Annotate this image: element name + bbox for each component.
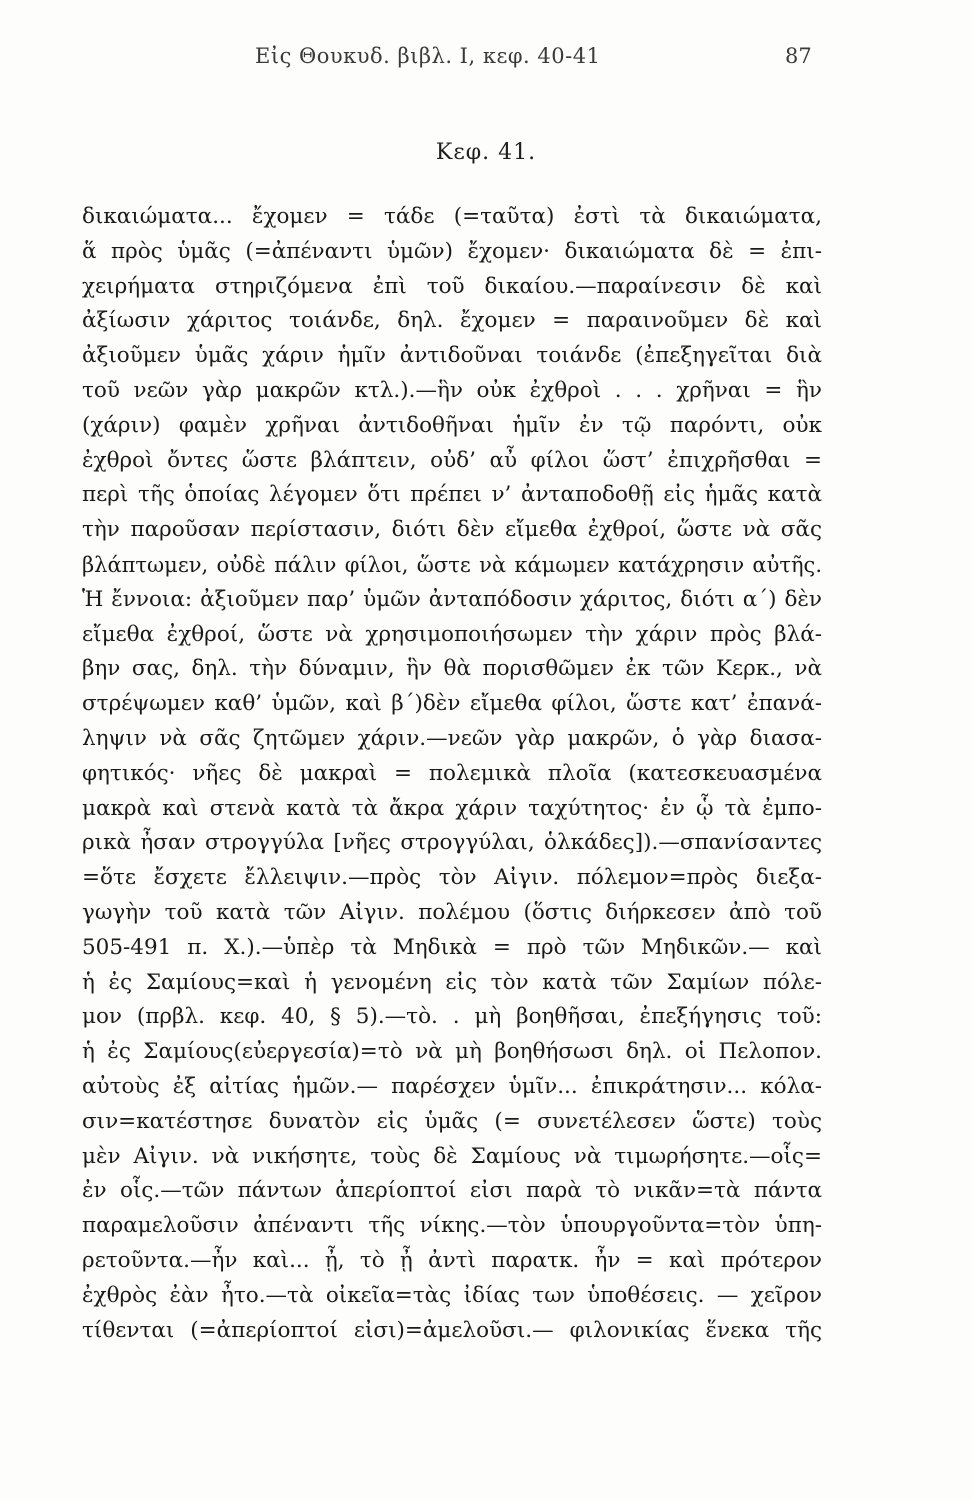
text-line: ἐχθρὸς ἐὰν ἦτο.—τὰ οἰκεῖα=τὰς ἰδίας των ὑποθέσεις. — χεῖρον [82, 1282, 822, 1308]
text-line: ἀξιοῦμεν ὑμᾶς χάριν ἡμῖν ἀντιδοῦναι τοιάνδε (ἐπεξηγεῖται διὰ [82, 343, 822, 369]
text-line: ρετοῦντα.—ἦν καὶ... ᾖ, τὸ ᾖ ἀντὶ παρατκ. ἦν = καὶ πρότερον [82, 1247, 822, 1273]
text-line: μον (πρβλ. κεφ. 40, § 5).—τὸ. . μὴ βοηθῆσαι, ἐπεξήγησις τοῦ: [82, 1004, 822, 1030]
text-line: τοῦ νεῶν γὰρ μακρῶν κτλ.).—ἣν οὐκ ἐχθροὶ . . . χρῆναι = ἣν [82, 377, 822, 403]
text-line: γωγὴν τοῦ κατὰ τῶν Αἰγιν. πολέμου (ὅστις διήρκεσεν ἀπὸ τοῦ [82, 899, 822, 925]
text-line [82, 1348, 822, 1383]
text-line: ρικὰ ἦσαν στρογγύλα [νῆες στρογγύλαι, ὁλκάδες]).—σπανίσαντες [82, 830, 822, 856]
text-line: ἡ ἐς Σαμίους(εὐεργεσία)=τὸ νὰ μὴ βοηθήσωσι δηλ. οἱ Πελοπον. [82, 1039, 822, 1065]
text-line: ἅ πρὸς ὑμᾶς (=ἀπέναντι ὑμῶν) ἔχομεν· δικαιώματα δὲ = ἐπι- [82, 238, 822, 264]
commentary-text [82, 200, 822, 1383]
text-line: =ὅτε ἔσχετε ἔλλειψιν.—πρὸς τὸν Αἰγιν. πόλεμον=πρὸς διεξα- [82, 865, 822, 891]
chapter-heading: Κεφ. 41. [435, 140, 537, 165]
text-line: περὶ τῆς ὁποίας λέγομεν ὅτι πρέπει ν’ ἀνταποδοθῇ εἰς ἡμᾶς κατὰ [82, 482, 822, 508]
text-line: φητικός· νῆες δὲ μακραὶ = πολεμικὰ πλοῖα (κατεσκευασμένα [82, 760, 822, 786]
text-line: στρέψωμεν καθ’ ὑμῶν, καὶ β΄)δὲν εἴμεθα φίλοι, ὥστε κατ’ ἐπανά- [82, 691, 822, 717]
text-line: Ἡ ἔννοια: ἀξιοῦμεν παρ’ ὑμῶν ἀνταπόδοσιν χάριτος, διότι α΄) δὲν [82, 586, 822, 612]
text-line: ληψιν νὰ σᾶς ζητῶμεν χάριν.—νεῶν γὰρ μακρῶν, ὁ γὰρ διασα- [82, 725, 822, 751]
text-line: βην σας, δηλ. τὴν δύναμιν, ἣν θὰ πορισθῶμεν ἐκ τῶν Κερκ., νὰ [82, 656, 822, 682]
text-line: παραμελοῦσιν ἀπέναντι τῆς νίκης.—τὸν ὑπουργοῦντα=τὸν ὑπη- [82, 1213, 822, 1239]
text-line: τὴν παροῦσαν περίστασιν, διότι δὲν εἴμεθα ἐχθροί, ὥστε νὰ σᾶς [82, 517, 822, 543]
text-line: 505-491 π. Χ.).—ὑπὲρ τὰ Μηδικὰ = πρὸ τῶν Μηδικῶν.— καὶ [82, 934, 822, 960]
text-line: σιν=κατέστησε δυνατὸν εἰς ὑμᾶς (= συνετέλεσεν ὥστε) τοὺς [82, 1108, 822, 1134]
text-line: ἡ ἐς Σαμίους=καὶ ἡ γενομένη εἰς τὸν κατὰ τῶν Σαμίων πόλε- [82, 969, 822, 995]
text-line: ἀξίωσιν χάριτος τοιάνδε, δηλ. ἔχομεν = παραινοῦμεν δὲ καὶ [82, 308, 822, 334]
text-line: αὐτοὺς ἐξ αἰτίας ἡμῶν.— παρέσχεν ὑμῖν... ἐπικράτησιν... κόλα- [82, 1073, 822, 1099]
text-line: ἐχθροὶ ὄντες ὥστε βλάπτειν, οὐδ’ αὖ φίλοι ὥστ’ ἐπιχρῆσθαι = [82, 447, 822, 473]
text-line: εἴμεθα ἐχθροί, ὥστε νὰ χρησιμοποιήσωμεν τὴν χάριν πρὸς βλά- [82, 621, 822, 647]
text-line: βλάπτωμεν, οὐδὲ πάλιν φίλοι, ὥστε νὰ κάμωμεν κατάχρησιν αὐτῆς. [82, 552, 822, 577]
text-line: ἐν οἷς.—τῶν πάντων ἀπερίοπτοί εἰσι παρὰ τὸ νικᾶν=τὰ πάντα [82, 1178, 822, 1204]
text-line: μὲν Αἰγιν. νὰ νικήσητε, τοὺς δὲ Σαμίους νὰ τιμωρήσητε.—οἷς= [82, 1143, 822, 1169]
text-line: μακρὰ καὶ στενὰ κατὰ τὰ ἄκρα χάριν ταχύτητος· ἐν ᾧ τὰ ἐμπο- [82, 795, 822, 821]
text-line: δικαιώματα... ἔχομεν = τάδε (=ταῦτα) ἐστὶ τὰ δικαιώματα, [82, 204, 822, 229]
text-line: τίθενται (=ἀπερίοπτοί εἰσι)=ἀμελοῦσι.— φιλονικίας ἕνεκα τῆς [82, 1317, 822, 1343]
page-number: 87 [785, 44, 812, 68]
text-line: χειρήματα στηριζόμενα ἐπὶ τοῦ δικαίου.—παραίνεσιν δὲ καὶ [82, 273, 822, 299]
text-line: (χάριν) φαμὲν χρῆναι ἀντιδοθῆναι ἡμῖν ἐν τῷ παρόντι, οὐκ [82, 412, 822, 438]
running-title: Εἰς Θουκυδ. βιβλ. I, κεφ. 40-41 [255, 44, 601, 68]
running-header [0, 44, 972, 78]
